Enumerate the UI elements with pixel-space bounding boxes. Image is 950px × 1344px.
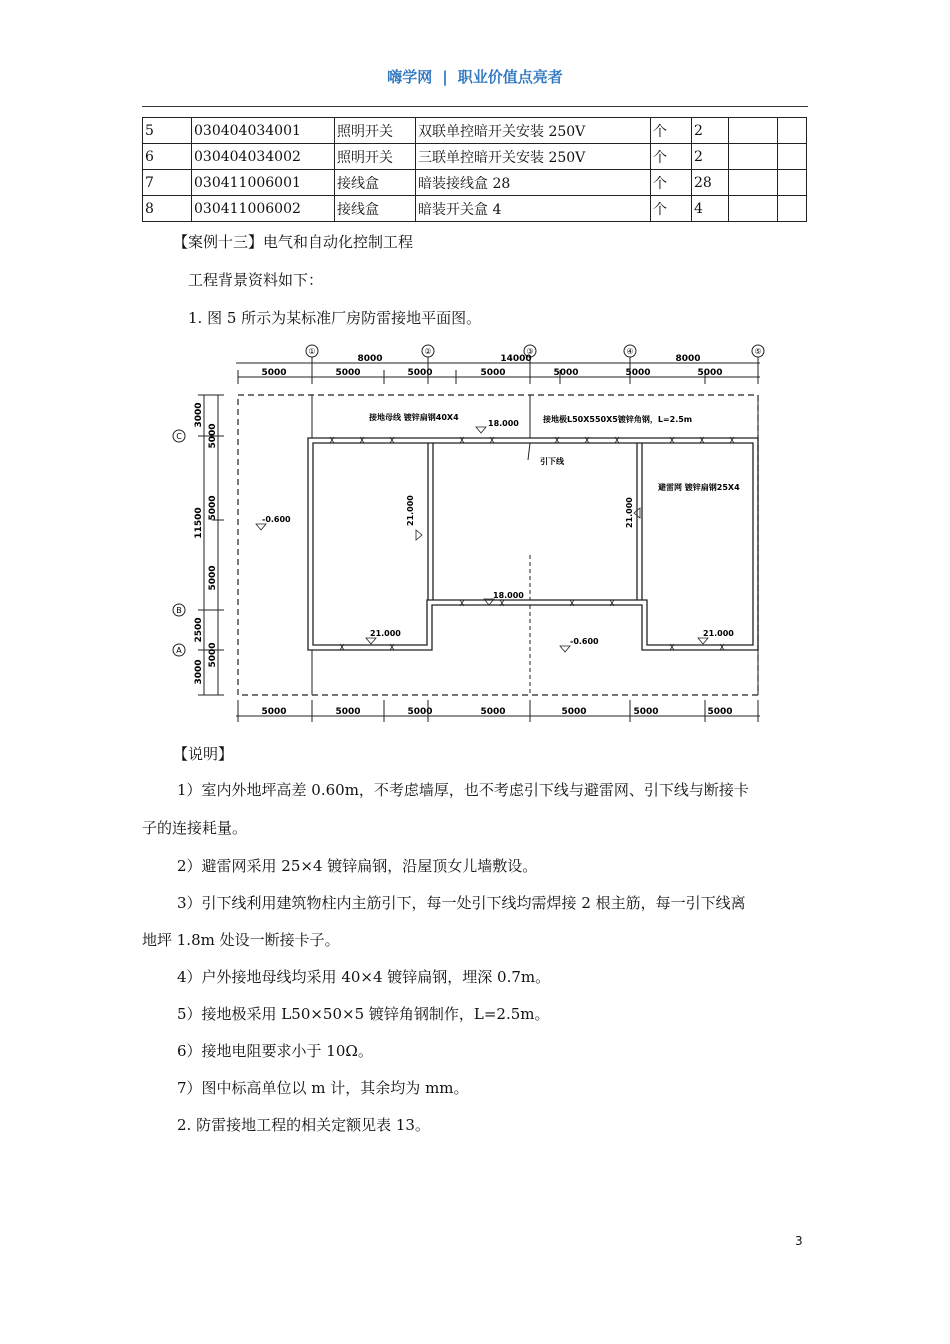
table-cell bbox=[729, 196, 778, 222]
table-row bbox=[143, 170, 807, 196]
notes-title: 【说明】 bbox=[173, 745, 234, 763]
dim-top-upper: 8000 bbox=[675, 354, 701, 364]
note-1-line-2: 子的连接耗量。 bbox=[142, 819, 248, 837]
table-cell: 5 bbox=[143, 118, 192, 144]
dim-top-lower: 5000 bbox=[480, 368, 506, 378]
dim-bottom: 5000 bbox=[480, 707, 506, 717]
table-cell bbox=[778, 144, 807, 170]
table-row bbox=[143, 144, 807, 170]
table-cell: 4 bbox=[692, 196, 729, 222]
dim-top-lower: 5000 bbox=[553, 368, 579, 378]
table-cell bbox=[778, 118, 807, 144]
elev-18-top: 18.000 bbox=[488, 419, 519, 428]
note-2: 2）避雷网采用 25×4 镀锌扁钢，沿屋顶女儿墙敷设。 bbox=[177, 857, 538, 875]
dim-left-inner: 5000 bbox=[208, 565, 218, 591]
note-5: 5）接地极采用 L50×50×5 镀锌角钢制作，L=2.5m。 bbox=[177, 1005, 550, 1023]
header-separator: | bbox=[442, 68, 448, 86]
dim-left-outer: 3000 bbox=[194, 402, 204, 428]
header-rule bbox=[142, 106, 808, 107]
axis-label-4: ④ bbox=[626, 347, 634, 356]
dim-left-inner: 5000 bbox=[208, 423, 218, 449]
note-1-line-1: 1）室内外地坪高差 0.60m，不考虑墙厚，也不考虑引下线与避雷网、引下线与断接卡 bbox=[177, 781, 749, 799]
elev-21-right-vertical: 21.000 bbox=[625, 497, 634, 528]
dim-top-lower: 5000 bbox=[407, 368, 433, 378]
dim-left-inner: 5000 bbox=[208, 642, 218, 668]
table-cell: 照明开关 bbox=[335, 118, 416, 144]
label-ground-rod: 接地极L50X550X5镀锌角钢，L=2.5m bbox=[543, 415, 693, 424]
site-name: 嗨学网 bbox=[387, 68, 433, 86]
background-intro: 工程背景资料如下： bbox=[188, 271, 324, 289]
table-cell: 接线盒 bbox=[335, 170, 416, 196]
table-cell: 7 bbox=[143, 170, 192, 196]
dim-bottom: 5000 bbox=[335, 707, 361, 717]
note-7: 7）图中标高单位以 m 计，其余均为 mm。 bbox=[177, 1079, 469, 1097]
grounding-plan-drawing bbox=[170, 340, 780, 725]
dim-bottom: 5000 bbox=[561, 707, 587, 717]
table-cell: 暗装接线盒 28 bbox=[416, 170, 651, 196]
dim-top-upper: 14000 bbox=[500, 354, 532, 364]
table-row bbox=[143, 196, 807, 222]
table-cell: 双联单控暗开关安装 250V bbox=[416, 118, 651, 144]
axis-label-2: ② bbox=[424, 347, 432, 356]
table-cell: 030411006002 bbox=[192, 196, 335, 222]
bill-of-quantities-table bbox=[142, 117, 807, 222]
row-axis-label-c: C bbox=[176, 432, 182, 441]
table-cell: 030411006001 bbox=[192, 170, 335, 196]
page-number: 3 bbox=[795, 1234, 803, 1248]
page-header bbox=[0, 66, 950, 87]
elev-ground-right: -0.600 bbox=[570, 637, 599, 646]
table-row bbox=[143, 118, 807, 144]
table-cell: 030404034002 bbox=[192, 144, 335, 170]
table-cell bbox=[778, 196, 807, 222]
table-cell bbox=[729, 118, 778, 144]
table-cell: 2 bbox=[692, 118, 729, 144]
table-cell: 个 bbox=[651, 144, 692, 170]
dim-top-lower: 5000 bbox=[625, 368, 651, 378]
note-3-line-1: 3）引下线利用建筑物柱内主筋引下，每一处引下线均需焊接 2 根主筋，每一引下线离 bbox=[177, 894, 746, 912]
axis-label-3: ③ bbox=[526, 347, 534, 356]
table-cell: 接线盒 bbox=[335, 196, 416, 222]
case-title: 【案例十三】电气和自动化控制工程 bbox=[173, 233, 414, 251]
dim-left-outer: 3000 bbox=[194, 659, 204, 685]
table-cell: 2 bbox=[692, 144, 729, 170]
item-2-text: 2. 防雷接地工程的相关定额见表 13。 bbox=[177, 1116, 430, 1134]
dim-bottom: 5000 bbox=[261, 707, 287, 717]
dim-top-lower: 5000 bbox=[697, 368, 723, 378]
axis-label-5: ⑤ bbox=[754, 347, 762, 356]
label-ground-bus: 接地母线 镀锌扁钢40X4 bbox=[369, 413, 459, 422]
table-cell: 8 bbox=[143, 196, 192, 222]
site-slogan: 职业价值点亮者 bbox=[457, 68, 563, 86]
dim-top-lower: 5000 bbox=[335, 368, 361, 378]
dim-bottom: 5000 bbox=[407, 707, 433, 717]
dim-bottom: 5000 bbox=[633, 707, 659, 717]
label-lightning-net: 避雷网 镀锌扁钢25X4 bbox=[658, 483, 740, 492]
note-4: 4）户外接地母线均采用 40×4 镀锌扁钢，埋深 0.7m。 bbox=[177, 968, 551, 986]
table-cell bbox=[729, 144, 778, 170]
table-cell: 照明开关 bbox=[335, 144, 416, 170]
elev-21-right-bottom: 21.000 bbox=[703, 629, 734, 638]
dim-left-outer: 11500 bbox=[194, 507, 204, 539]
table-cell: 030404034001 bbox=[192, 118, 335, 144]
row-axis-label-b: B bbox=[176, 606, 182, 615]
table-cell: 28 bbox=[692, 170, 729, 196]
table-cell: 个 bbox=[651, 170, 692, 196]
table-cell: 暗装开关盒 4 bbox=[416, 196, 651, 222]
elev-21-left-vertical: 21.000 bbox=[406, 495, 415, 526]
table-cell: 三联单控暗开关安装 250V bbox=[416, 144, 651, 170]
elev-ground-left: -0.600 bbox=[262, 515, 291, 524]
dim-top-upper: 8000 bbox=[357, 354, 383, 364]
dim-top-lower: 5000 bbox=[261, 368, 287, 378]
note-6: 6）接地电阻要求小于 10Ω。 bbox=[177, 1042, 373, 1060]
dim-left-outer: 2500 bbox=[194, 617, 204, 643]
note-3-line-2: 地坪 1.8m 处设一断接卡子。 bbox=[142, 931, 340, 949]
label-down-conductor: 引下线 bbox=[540, 457, 564, 466]
table-cell: 6 bbox=[143, 144, 192, 170]
elev-18-bottom: 18.000 bbox=[493, 591, 524, 600]
axis-label-1: ① bbox=[308, 347, 316, 356]
item-1-text: 1. 图 5 所示为某标准厂房防雷接地平面图。 bbox=[188, 309, 482, 327]
dim-bottom: 5000 bbox=[707, 707, 733, 717]
table-cell: 个 bbox=[651, 196, 692, 222]
table-cell: 个 bbox=[651, 118, 692, 144]
row-axis-label-a: A bbox=[176, 646, 182, 655]
table-cell bbox=[778, 170, 807, 196]
table-cell bbox=[729, 170, 778, 196]
dim-left-inner: 5000 bbox=[208, 495, 218, 521]
elev-21-left-bottom: 21.000 bbox=[370, 629, 401, 638]
